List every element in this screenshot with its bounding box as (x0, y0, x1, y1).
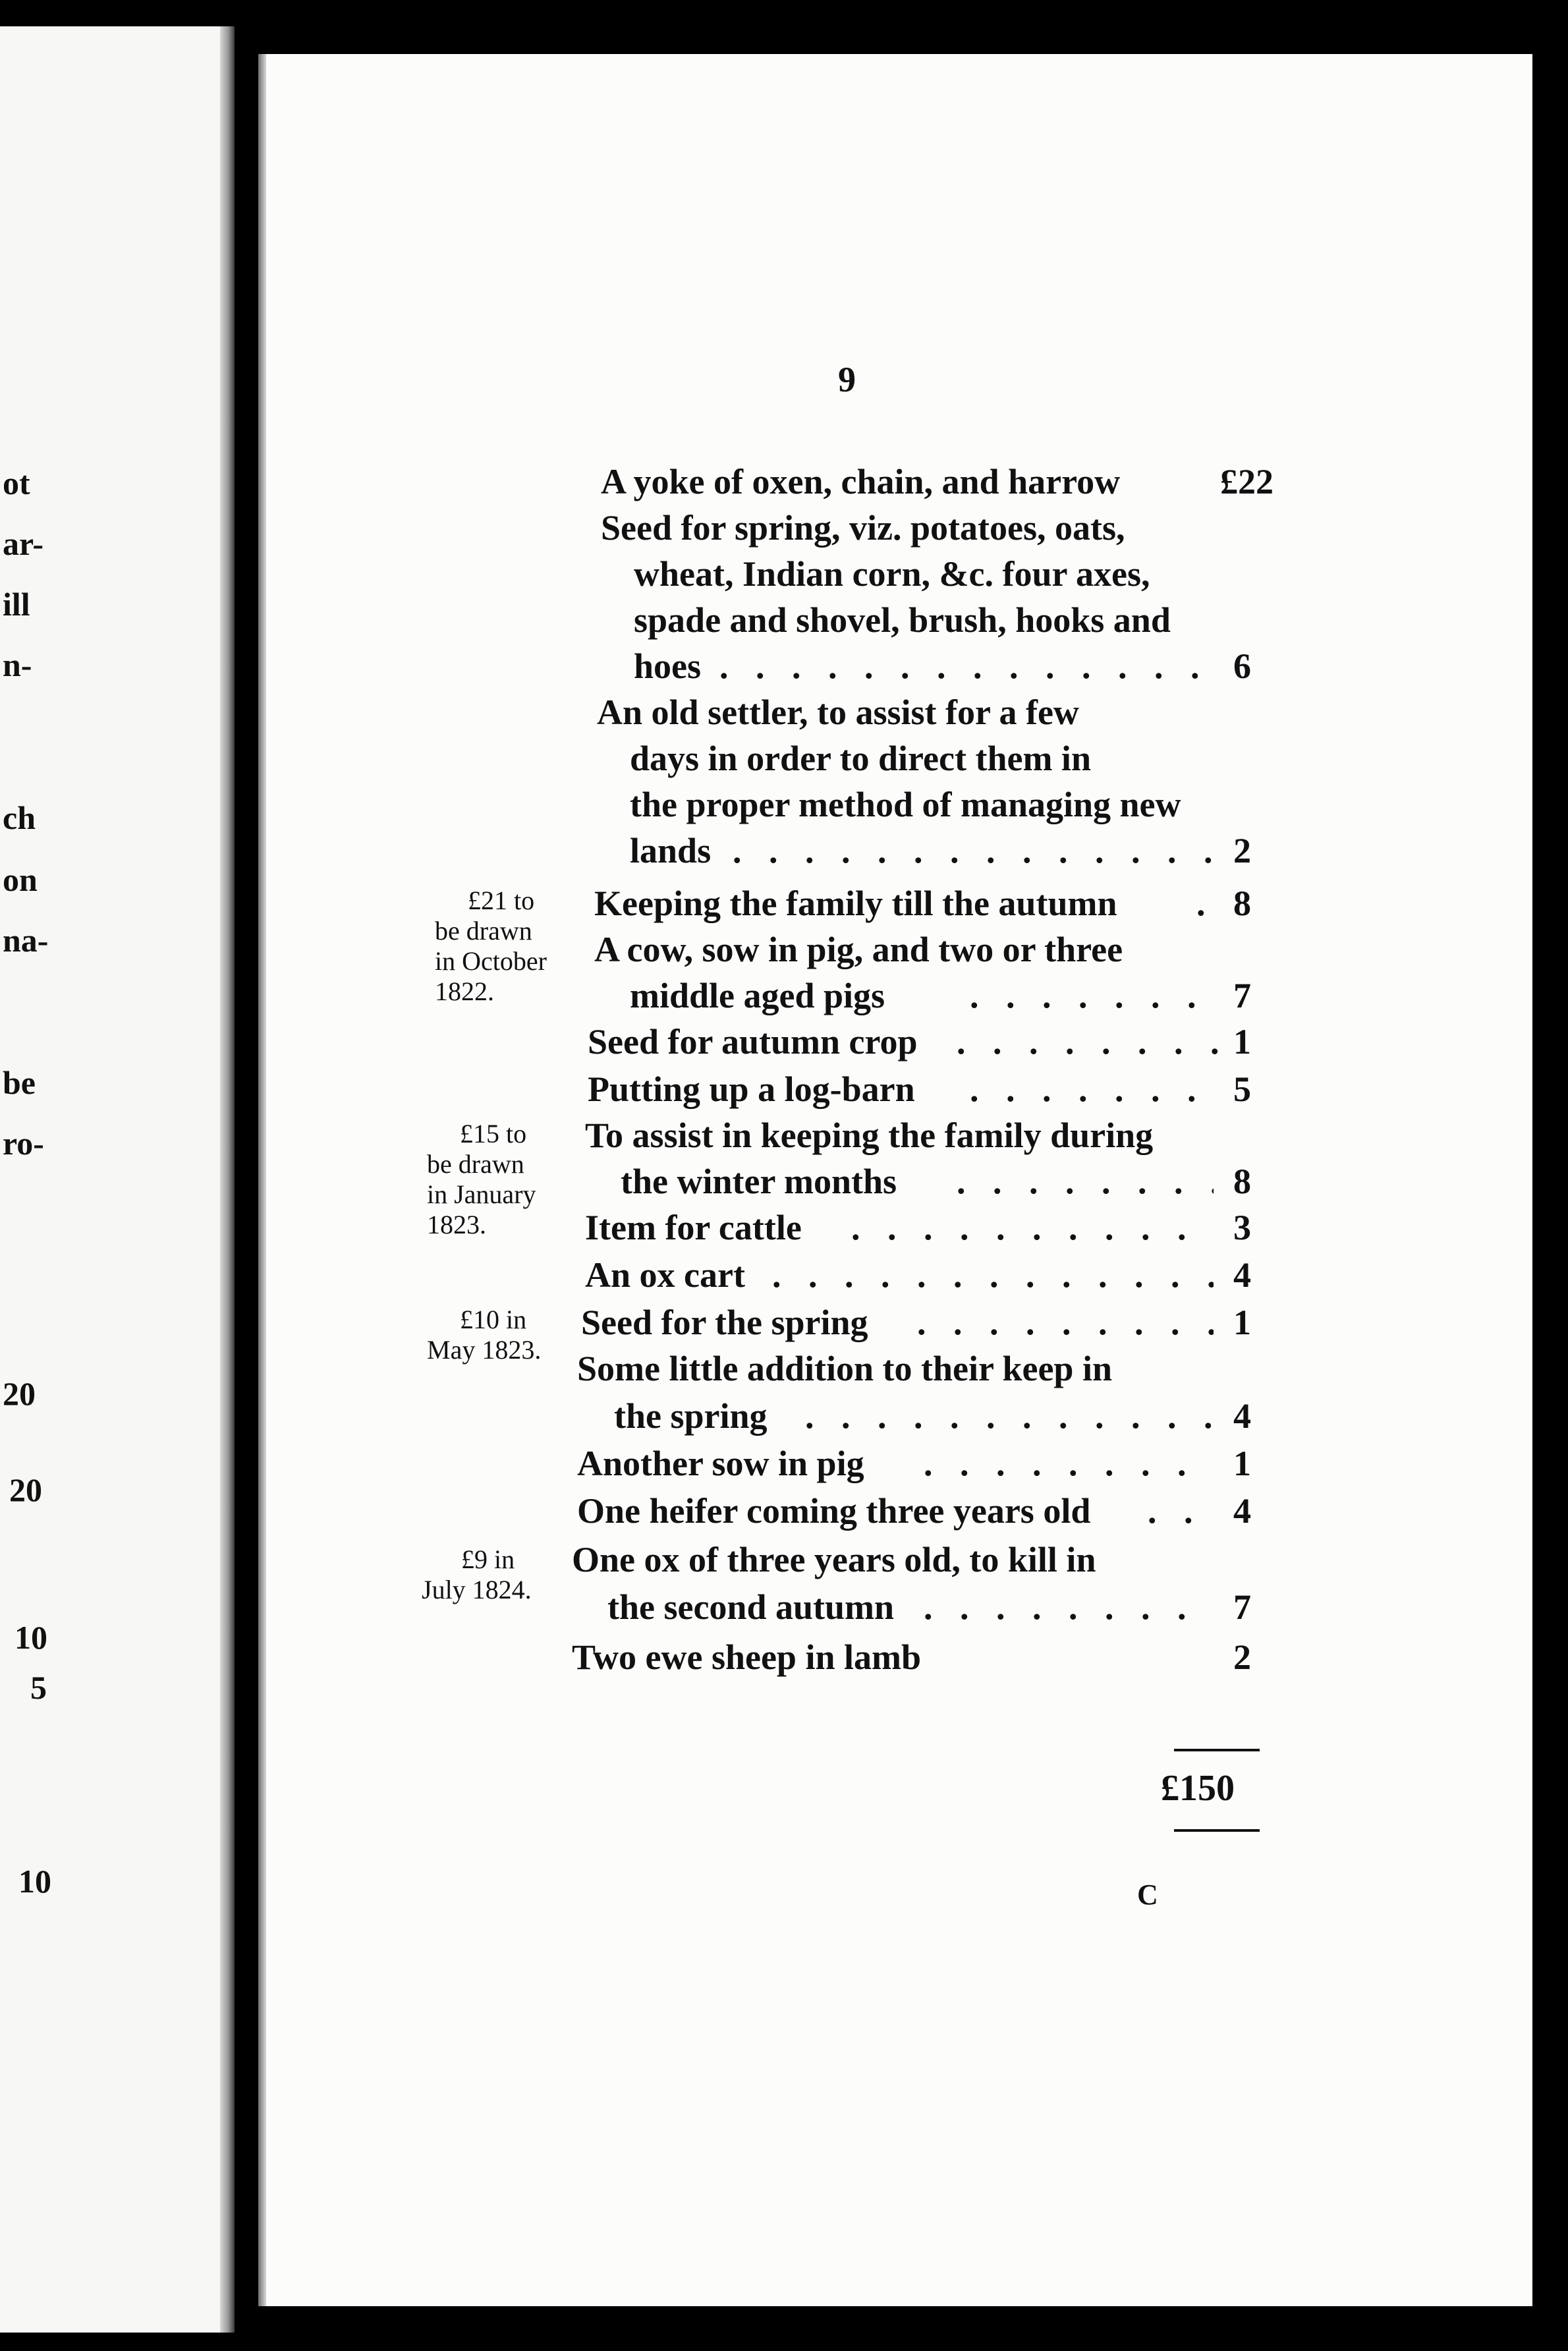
margin-note-line: May 1823. (427, 1335, 542, 1365)
entry-line (258, 1019, 1312, 1065)
dot-leader (957, 1019, 1220, 1065)
margin-note-line: £21 to (468, 886, 535, 915)
total-amount: £150 (1161, 1768, 1235, 1809)
entry-line (258, 1537, 1312, 1583)
margin-note-line: £10 in (460, 1305, 527, 1334)
page-number: 9 (838, 360, 856, 399)
entry-line (258, 1584, 1312, 1630)
entry-text: Another sow in pig (577, 1444, 864, 1483)
entry-text: Seed for the spring (581, 1303, 868, 1342)
left-fragment: 20 (3, 1375, 36, 1412)
entry-amount: 4 (1233, 1255, 1251, 1295)
entry-text: To assist in keeping the family during (585, 1116, 1154, 1155)
entry-text: A cow, sow in pig, and two or three (594, 930, 1123, 969)
entry-text: wheat, Indian corn, &c. four axes, (634, 554, 1150, 594)
margin-note-line: be drawn (435, 916, 532, 946)
entry-amount: 8 (1233, 884, 1251, 923)
entry-line (258, 1345, 1312, 1392)
dot-leader (772, 1252, 1214, 1298)
left-fragment: 10 (18, 1863, 51, 1900)
entry-text: Item for cattle (585, 1208, 802, 1247)
margin-note-line: £9 in (461, 1544, 515, 1574)
dot-leader (970, 1066, 1220, 1112)
entry-amount: 1 (1233, 1303, 1251, 1342)
entry-line (258, 973, 1312, 1019)
dot-leader (924, 1584, 1214, 1630)
entry-line (258, 643, 1312, 689)
entry-text: One heifer coming three years old (577, 1491, 1091, 1531)
dot-leader (1148, 1488, 1214, 1534)
entry-line (258, 735, 1312, 781)
entry-amount: 3 (1233, 1208, 1251, 1247)
entry-line (258, 1393, 1312, 1439)
dot-leader (805, 1393, 1214, 1439)
left-fragment: n- (3, 646, 32, 683)
left-page (0, 26, 232, 2333)
entry-amount: 1 (1233, 1444, 1251, 1483)
entry-amount: 4 (1233, 1491, 1251, 1531)
entry-line (258, 1112, 1312, 1158)
entry-line (258, 1066, 1312, 1112)
dot-leader (719, 643, 1220, 689)
total-rule (1174, 1829, 1260, 1832)
entry-line (258, 459, 1312, 505)
entry-amount: 7 (1233, 1587, 1251, 1627)
entry-text: spade and shovel, brush, hooks and (634, 600, 1171, 640)
entry-text: the proper method of managing new (630, 785, 1181, 824)
entry-line (258, 828, 1312, 874)
dot-leader (924, 1440, 1214, 1487)
entry-amount: 8 (1233, 1162, 1251, 1201)
margin-note-line: 1822. (435, 977, 494, 1006)
entry-line (258, 689, 1312, 735)
dot-leader (733, 828, 1220, 874)
left-fragment: 20 (9, 1471, 42, 1508)
entry-line (258, 597, 1312, 643)
entry-amount: 6 (1233, 646, 1251, 686)
entry-amount: 4 (1233, 1396, 1251, 1436)
dot-leader (957, 1158, 1214, 1204)
entry-line (258, 1440, 1312, 1487)
entry-amount: 2 (1233, 1637, 1251, 1677)
left-fragment: ar- (3, 525, 43, 562)
entry-text: lands (630, 831, 712, 870)
entry-text: Seed for spring, viz. potatoes, oats, (601, 508, 1125, 548)
left-fragment: ot (3, 465, 30, 501)
entry-line (258, 880, 1312, 926)
entry-text: Two ewe sheep in lamb (572, 1637, 922, 1677)
dot-leader (917, 1299, 1214, 1345)
left-fragment: na- (3, 922, 49, 959)
entry-text: Putting up a log-barn (588, 1069, 915, 1109)
entry-text: the spring (614, 1396, 768, 1436)
left-fragment: on (3, 861, 38, 898)
book-page (258, 54, 1532, 2306)
margin-note-line: July 1824. (422, 1575, 532, 1604)
dot-leader (970, 973, 1220, 1019)
signature-mark: C (1137, 1879, 1158, 1911)
entry-text: An ox cart (585, 1255, 745, 1295)
margin-note-line: £15 to (460, 1119, 527, 1148)
left-fragment: ro- (3, 1125, 44, 1162)
dot-leader (1196, 880, 1223, 926)
entry-line (258, 1252, 1312, 1298)
entry-text: Some little addition to their keep in (577, 1349, 1113, 1388)
entry-line (258, 1488, 1312, 1534)
entry-amount: £22 (1220, 462, 1274, 501)
entry-line (258, 505, 1312, 551)
left-fragment: 5 (30, 1669, 47, 1706)
entry-text: days in order to direct them in (630, 739, 1091, 778)
entry-line (258, 781, 1312, 828)
margin-note-line: in January (427, 1179, 536, 1209)
entry-text: A yoke of oxen, chain, and harrow (601, 462, 1121, 501)
entry-line (258, 1299, 1312, 1345)
entry-line (258, 1204, 1312, 1251)
entry-text: middle aged pigs (630, 976, 885, 1015)
total-rule (1174, 1749, 1260, 1751)
entry-text: the winter months (621, 1162, 897, 1201)
entry-amount: 2 (1233, 831, 1251, 870)
left-fragment: ch (3, 799, 36, 836)
entry-text: hoes (634, 646, 702, 686)
dot-leader (851, 1204, 1214, 1251)
entry-text: Seed for autumn crop (588, 1022, 918, 1062)
left-fragment: be (3, 1064, 36, 1101)
entry-text: the second autumn (607, 1587, 895, 1627)
entry-amount: 7 (1233, 976, 1251, 1015)
margin-note-line: be drawn (427, 1149, 524, 1179)
margin-note-line: in October (435, 946, 547, 976)
margin-note-line: 1823. (427, 1210, 486, 1239)
left-fragment: 10 (14, 1619, 47, 1656)
entry-line (258, 926, 1312, 973)
entry-amount: 5 (1233, 1069, 1251, 1109)
page-gutter (220, 26, 235, 2333)
left-fragment: ill (3, 586, 30, 623)
entry-text: An old settler, to assist for a few (597, 693, 1079, 732)
entry-line (258, 551, 1312, 597)
entry-text: One ox of three years old, to kill in (572, 1540, 1096, 1579)
entry-amount: 1 (1233, 1022, 1251, 1062)
entry-line (258, 1158, 1312, 1204)
entry-text: Keeping the family till the autumn (594, 884, 1117, 923)
entry-line (258, 1634, 1312, 1680)
